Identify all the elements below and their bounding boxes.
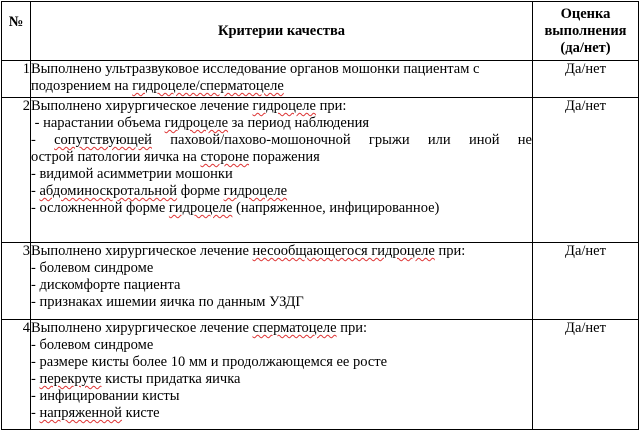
criterion-line: - болевом синдроме: [31, 260, 154, 276]
criterion-line: - болевом синдроме: [31, 337, 154, 353]
row-number: 4: [2, 320, 31, 430]
criterion-line: Выполнено хирургическое лечение гидроцеле при:: [31, 98, 347, 114]
row-number: 1: [2, 61, 31, 98]
evaluation-cell: Да/нет: [533, 243, 639, 320]
criterion-line: Выполнено хирургическое лечение несообщающегося гидроцеле при:: [31, 243, 466, 259]
evaluation-cell: Да/нет: [533, 320, 639, 430]
header-evaluation-line2: выполнения: [544, 22, 627, 39]
criterion-line: - размере кисты более 10 мм и продолжающемся ее росте: [31, 354, 388, 370]
criterion-line: Выполнено хирургическое лечение сперматоцеле при:: [31, 320, 368, 336]
criterion-line: подозрением на гидроцеле/сперматоцеле: [31, 78, 284, 94]
criterion-line: - перекруте кисты придатка яичка: [31, 371, 241, 387]
header-evaluation-line1: Оценка: [560, 5, 611, 22]
row-number: 3: [2, 243, 31, 320]
header-row: [2, 2, 639, 61]
table-row: [2, 61, 639, 98]
quality-criteria-table: [1, 1, 639, 430]
criterion-line: - видимой асимметрии мошонки: [31, 166, 233, 182]
criterion-line: Выполнено ультразвуковое исследование органов мошонки пациентам с: [31, 61, 480, 77]
criterion-text: [31, 61, 533, 98]
evaluation-cell: Да/нет: [533, 98, 639, 243]
criterion-text: [31, 243, 533, 320]
evaluation-cell: Да/нет: [533, 61, 639, 98]
criterion-line: - осложненной форме гидроцеле (напряженное, инфицированное): [31, 200, 440, 216]
criterion-line: - абдоминоскротальной форме гидроцеле: [31, 183, 288, 199]
criterion-line: - нарастании объема гидроцеле за период наблюдения: [31, 115, 370, 131]
header-evaluation: [533, 2, 639, 61]
criterion-line: - дискомфорте пациента: [31, 277, 181, 293]
header-number: №: [2, 2, 31, 61]
table-row: [2, 243, 639, 320]
criterion-text: [31, 320, 533, 430]
criterion-line: - признаках ишемии яичка по данным УЗДГ: [31, 294, 304, 310]
criterion-line: - напряженной кисте: [31, 405, 160, 421]
header-criteria: Критерии качества: [31, 2, 533, 61]
header-evaluation-line3: (да/нет): [560, 39, 611, 56]
criterion-text: [31, 98, 533, 243]
criterion-line: острой патологии яичка на стороне поражения: [31, 149, 320, 165]
table-row: [2, 320, 639, 430]
criterion-line: - сопутствующей паховой/пахово-мошоночной грыжи или иной не: [31, 132, 532, 148]
criterion-line: - инфицировании кисты: [31, 388, 180, 404]
table-row: [2, 98, 639, 243]
row-number: 2: [2, 98, 31, 243]
